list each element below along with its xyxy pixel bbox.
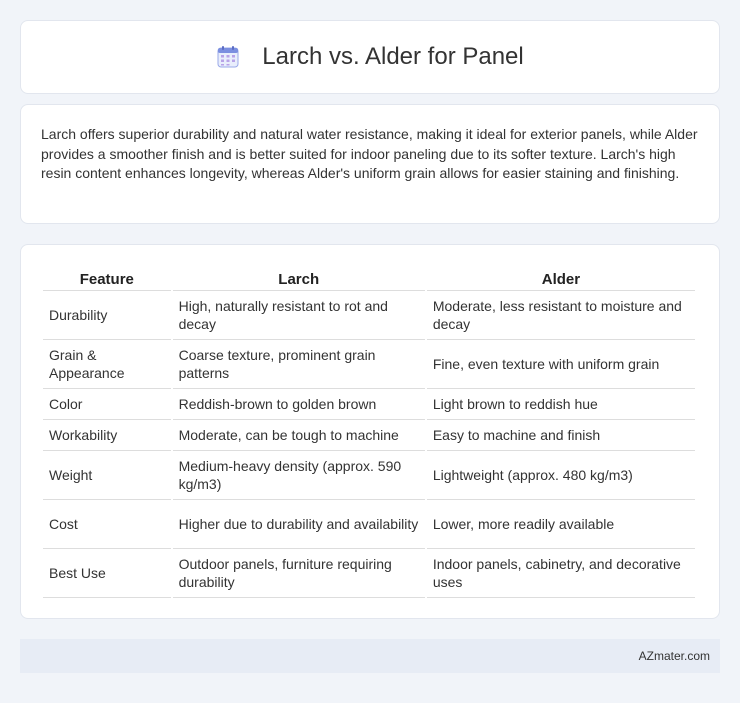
feature-cell: Weight xyxy=(43,451,171,500)
larch-cell: Higher due to durability and availability xyxy=(173,500,425,549)
header-alder: Alder xyxy=(427,265,695,291)
larch-cell: High, naturally resistant to rot and decay xyxy=(173,291,425,340)
calendar-icon xyxy=(216,45,240,69)
title-wrap xyxy=(216,43,523,71)
alder-cell: Lightweight (approx. 480 kg/m3) xyxy=(427,451,695,500)
table-row xyxy=(43,500,695,549)
comparison-table xyxy=(41,265,697,598)
feature-cell: Grain & Appearance xyxy=(43,340,171,389)
summary-card xyxy=(20,104,720,224)
larch-cell: Moderate, can be tough to machine xyxy=(173,420,425,451)
title-card xyxy=(20,20,720,94)
alder-cell: Fine, even texture with uniform grain xyxy=(427,340,695,389)
feature-cell: Color xyxy=(43,389,171,420)
larch-cell: Outdoor panels, furniture requiring durability xyxy=(173,549,425,598)
table-row xyxy=(43,549,695,598)
header-feature: Feature xyxy=(43,265,171,291)
summary-text: Larch offers superior durability and natural water resistance, making it ideal for exterior panels, while Alder provides a smoother finish and is better suited for indoor paneling due to its softer texture. Larch's high resin content enhances longevity, whereas Alder's uniform grain allows for easier staining and finishing. xyxy=(41,126,698,181)
feature-cell: Durability xyxy=(43,291,171,340)
feature-cell: Workability xyxy=(43,420,171,451)
alder-cell: Indoor panels, cabinetry, and decorative uses xyxy=(427,549,695,598)
feature-cell: Best Use xyxy=(43,549,171,598)
page-title: Larch vs. Alder for Panel xyxy=(262,43,524,70)
larch-cell: Coarse texture, prominent grain patterns xyxy=(173,340,425,389)
table-row xyxy=(43,389,695,420)
alder-cell: Easy to machine and finish xyxy=(427,420,695,451)
footer xyxy=(20,639,720,673)
table-header-row xyxy=(43,265,695,291)
alder-cell: Moderate, less resistant to moisture and decay xyxy=(427,291,695,340)
alder-cell: Lower, more readily available xyxy=(427,500,695,549)
feature-cell: Cost xyxy=(43,500,171,549)
table-row xyxy=(43,451,695,500)
larch-cell: Medium-heavy density (approx. 590 kg/m3) xyxy=(173,451,425,500)
alder-cell: Light brown to reddish hue xyxy=(427,389,695,420)
table-row xyxy=(43,291,695,340)
header-larch: Larch xyxy=(173,265,425,291)
table-row xyxy=(43,340,695,389)
comparison-card xyxy=(20,244,720,619)
footer-credit: AZmater.com xyxy=(638,649,710,663)
larch-cell: Reddish-brown to golden brown xyxy=(173,389,425,420)
table-row xyxy=(43,420,695,451)
